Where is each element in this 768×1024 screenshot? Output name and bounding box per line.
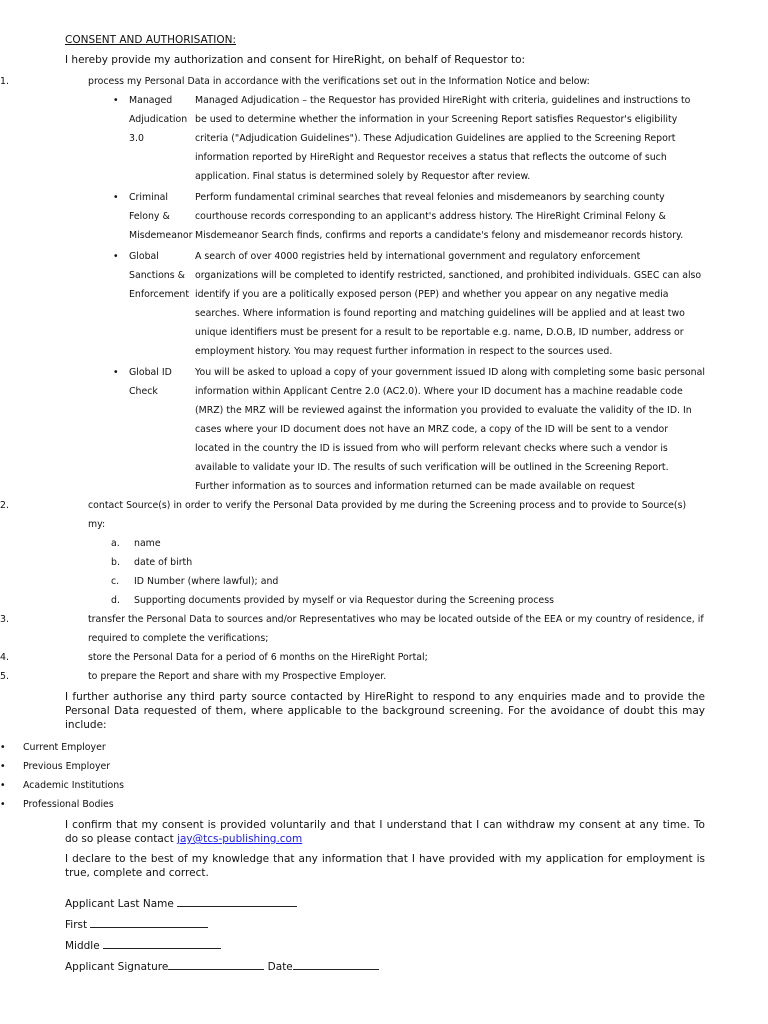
term-line: Adjudication (129, 114, 188, 125)
date-field[interactable] (293, 958, 379, 970)
verification-term (129, 363, 195, 496)
verification-term (129, 91, 195, 186)
list-number: 4. (0, 652, 9, 663)
list-item-text: Professional Bodies (23, 799, 114, 810)
intro-text: I hereby provide my authorization and consent for HireRight, on behalf of Requestor to: (65, 54, 526, 66)
list-item-text: process my Personal Data in accordance with the verifications set out in the Information Notice and below: (88, 76, 590, 87)
list-item (111, 534, 705, 553)
term-line: Global (129, 251, 159, 262)
term-line: Enforcement (129, 289, 189, 300)
bullet: • (113, 95, 119, 106)
list-number: 2. (0, 500, 9, 511)
verification-item-global-id (113, 363, 705, 496)
list-letter: a. (111, 538, 120, 549)
verification-description: You will be asked to upload a copy of your government issued ID along with completing some basic personal information within Applicant Centre 2.0 (AC2.0). Where your ID document has a machine readable code (MRZ) the MRZ will be reviewed against the information you provided to evaluate the validity of the ID. In cases where your ID document does not have an MRZ code, a copy of the ID will be sent to a vendor located in the country the ID is issued from who will perform relevant checks where such a vendor is available to validate your ID. The results of such verification will be outlined in the Screening Report. Further information as to sources and information returned can be made available on request (195, 367, 705, 492)
list-item-text: transfer the Personal Data to sources and/or Representatives who may be located outside of the EEA or my country of residence, if required to complete the verifications; (88, 614, 704, 644)
term-line: Sanctions & (129, 270, 185, 281)
term-line: Felony & (129, 211, 170, 222)
signature-row (65, 957, 705, 978)
verification-list (113, 91, 705, 496)
list-item-2 (0, 496, 705, 610)
signature-block (65, 894, 705, 978)
list-number: 3. (0, 614, 9, 625)
list-letter: d. (111, 595, 120, 606)
confirm-paragraph (65, 818, 705, 846)
signature-field[interactable] (168, 958, 264, 970)
list-item (0, 757, 705, 776)
list-item-1 (0, 72, 705, 496)
first-name-row (65, 915, 705, 936)
first-name-field[interactable] (90, 916, 208, 928)
list-number: 5. (0, 671, 9, 682)
bullet: • (113, 251, 119, 262)
list-item (0, 738, 705, 757)
term-line: 3.0 (129, 133, 144, 144)
personal-data-list (88, 534, 705, 610)
contact-email-link[interactable]: jay@tcs-publishing.com (177, 833, 303, 845)
last-name-label: Applicant Last Name (65, 898, 174, 910)
list-item (111, 591, 705, 610)
verification-item-criminal (113, 188, 705, 245)
verification-description: Managed Adjudication – the Requestor has provided HireRight with criteria, guidelines and instructions to be used to determine whether the information in your Screening Report satisfies Requestor's eligibility criteria ("Adjudication Guidelines"). These Adjudication Guidelines are applied to the Screening Report information reported by HireRight and Requestor receives a status that reflects the outcome of such application. Final status is determined solely by Requestor after review. (195, 95, 691, 182)
last-name-row (65, 894, 705, 915)
list-item-4 (0, 648, 705, 667)
middle-name-label: Middle (65, 940, 100, 952)
term-line: Managed (129, 95, 173, 106)
list-item (111, 572, 705, 591)
list-item-text: Academic Institutions (23, 780, 125, 791)
consent-heading: CONSENT AND AUTHORISATION: (65, 34, 237, 46)
numbered-list (0, 72, 705, 686)
declaration-text: I declare to the best of my knowledge that any information that I have provided with my application for employment is true, complete and correct. (65, 853, 705, 879)
consent-document (0, 34, 705, 978)
list-item-text: ID Number (where lawful); and (134, 576, 279, 587)
term-line: Criminal (129, 192, 169, 203)
last-name-field[interactable] (177, 895, 297, 907)
term-line: Check (129, 386, 158, 397)
bullet: • (0, 761, 6, 772)
bullet: • (0, 780, 6, 791)
confirm-text: I confirm that my consent is provided voluntarily and that I understand that I can withdraw my consent at any time. To do so please contact (65, 819, 705, 845)
list-item-5 (0, 667, 705, 686)
date-label: Date (267, 961, 293, 973)
middle-name-field[interactable] (103, 937, 221, 949)
middle-name-row (65, 936, 705, 957)
list-item-3 (0, 610, 705, 648)
list-item (111, 553, 705, 572)
list-item-text: Previous Employer (23, 761, 111, 772)
third-party-list (0, 738, 705, 814)
signature-label: Applicant Signature (65, 961, 169, 973)
first-name-label: First (65, 919, 88, 931)
list-item-text: Current Employer (23, 742, 106, 753)
list-item (0, 795, 705, 814)
list-item-text: Supporting documents provided by myself or via Requestor during the Screening process (134, 595, 554, 606)
list-letter: c. (111, 576, 120, 587)
verification-description: Perform fundamental criminal searches that reveal felonies and misdemeanors by searching county courthouse records corresponding to an applicant's address history. The HireRight Criminal Felony & Misdemeanor Search finds, confirms and reports a candidate's felony and misdemeanor records history. (195, 192, 684, 241)
verification-item-global-sanctions (113, 247, 705, 361)
verification-item-managed-adjudication (113, 91, 705, 186)
further-authorisation-text: I further authorise any third party source contacted by HireRight to respond to any enquiries made and to provide the Personal Data requested of them, where applicable to the background screening. For the avoidance of doubt this may include: (65, 691, 705, 731)
list-item-text: contact Source(s) in order to verify the Personal Data provided by me during the Screening process and to provide to Source(s) my: (88, 500, 687, 530)
list-item-text: name (134, 538, 161, 549)
list-item-text: to prepare the Report and share with my Prospective Employer. (88, 671, 387, 682)
list-item-text: store the Personal Data for a period of 6 months on the HireRight Portal; (88, 652, 428, 663)
bullet: • (113, 367, 119, 378)
term-line: Misdemeanor (129, 230, 193, 241)
list-number: 1. (0, 76, 9, 87)
term-line: Global ID (129, 367, 172, 378)
bullet: • (113, 192, 119, 203)
list-letter: b. (111, 557, 120, 568)
list-item (0, 776, 705, 795)
bullet: • (0, 799, 6, 810)
list-item-text: date of birth (134, 557, 193, 568)
verification-term (129, 247, 195, 361)
verification-term (129, 188, 195, 245)
bullet: • (0, 742, 6, 753)
verification-description: A search of over 4000 registries held by international government and regulatory enforcement organizations will be completed to identify restricted, sanctioned, and prohibited individuals. GSEC can also identify if you are a politically exposed person (PEP) and whether you appear on any negative media searches. Where information is found reporting and matching guidelines will be applied and at least two unique identifiers must be present for a result to be reportable e.g. name, D.O.B, ID number, address or employment history. You may request further information in respect to the sources used. (195, 251, 702, 357)
